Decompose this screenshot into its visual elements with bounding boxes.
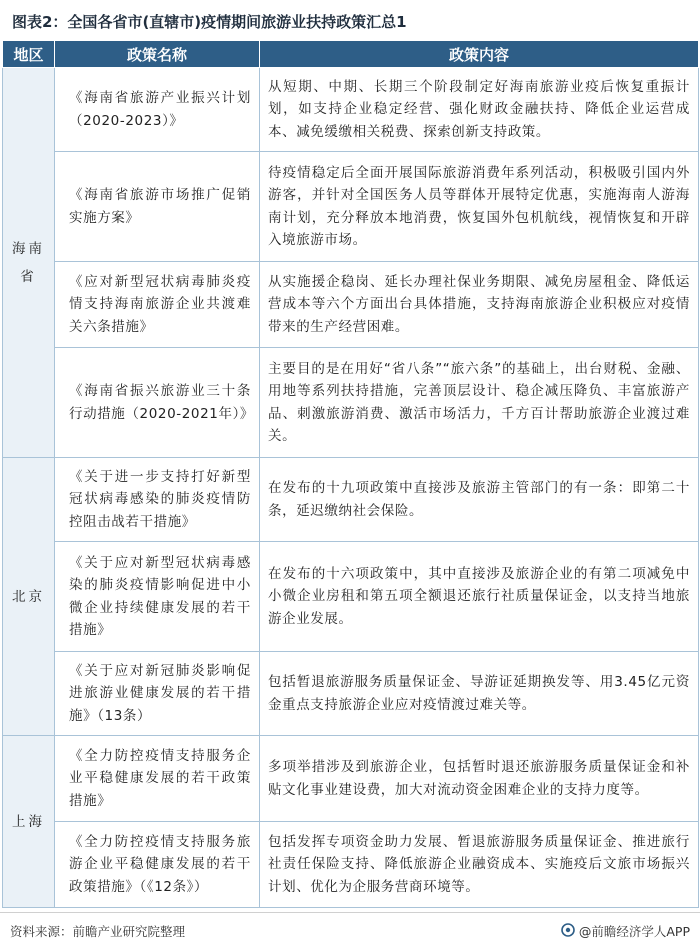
table-row <box>3 542 699 652</box>
table-row <box>3 652 699 736</box>
policy-name-cell: 《关于应对新冠肺炎影响促进旅游业健康发展的若干措施》（13条） <box>55 652 260 736</box>
policy-name-cell: 《全力防控疫情支持服务企业平稳健康发展的若干政策措施》 <box>55 736 260 822</box>
policy-content-cell: 从实施援企稳岗、延长办理社保业务期限、减免房屋租金、降低运营成本等六个方面出台具体措施，支持海南旅游企业积极应对疫情带来的生产经营困难。 <box>260 262 699 348</box>
policy-table <box>2 40 699 908</box>
table-row <box>3 262 699 348</box>
source-note: 资料来源：前瞻产业研究院整理 <box>10 924 186 939</box>
footer <box>0 912 700 945</box>
table-header-row <box>3 41 699 68</box>
policy-content-cell: 包括暂退旅游服务质量保证金、导游证延期换发等、用3.45亿元资金重点支持旅游企业应对疫情渡过难关等。 <box>260 652 699 736</box>
header-policy-content: 政策内容 <box>260 41 699 68</box>
policy-content-cell: 待疫情稳定后全面开展国际旅游消费年系列活动，积极吸引国内外游客，并针对全国医务人员等群体开展特定优惠，实施海南人游海南计划，充分释放本地消费，恢复国外包机航线，视情恢复和开辟入境旅游市场。 <box>260 152 699 262</box>
policy-content-cell: 从短期、中期、长期三个阶段制定好海南旅游业疫后恢复重振计划，如支持企业稳定经营、强化财政金融扶持、降低企业运营成本、减免缓缴相关税费、探索创新支持政策。 <box>260 68 699 152</box>
table-row <box>3 152 699 262</box>
brand-label: @前瞻经济学人APP <box>578 924 690 939</box>
table-row <box>3 822 699 908</box>
policy-content-cell: 包括发挥专项资金助力发展、暂退旅游服务质量保证金、推进旅行社责任保险支持、降低旅游企业融资成本、实施疫后文旅市场振兴计划、优化为企服务营商环境等。 <box>260 822 699 908</box>
region-cell: 海南省 <box>3 68 55 458</box>
policy-name-cell: 《全力防控疫情支持服务旅游企业平稳健康发展的若干政策措施》（《12条》） <box>55 822 260 908</box>
header-region: 地区 <box>3 41 55 68</box>
policy-name-cell: 《海南省旅游市场推广促销实施方案》 <box>55 152 260 262</box>
brand-credit <box>561 922 690 940</box>
region-cell: 北京 <box>3 458 55 736</box>
policy-content-cell: 在发布的十六项政策中，其中直接涉及旅游企业的有第二项减免中小微企业房租和第五项全额退还旅行社质量保证金，以支持当地旅游企业发展。 <box>260 542 699 652</box>
policy-name-cell: 《海南省振兴旅游业三十条行动措施（2020-2021年）》 <box>55 348 260 458</box>
chart-title: 图表2：全国各省市(直辖市)疫情期间旅游业扶持政策汇总1 <box>12 13 407 31</box>
table-row <box>3 68 699 152</box>
policy-name-cell: 《关于进一步支持打好新型冠状病毒感染的肺炎疫情防控阻击战若干措施》 <box>55 458 260 542</box>
brand-logo-icon <box>561 923 575 940</box>
table-row <box>3 348 699 458</box>
header-policy-name: 政策名称 <box>55 41 260 68</box>
policy-name-cell: 《关于应对新型冠状病毒感染的肺炎疫情影响促进中小微企业持续健康发展的若干措施》 <box>55 542 260 652</box>
policy-content-cell: 多项举措涉及到旅游企业，包括暂时退还旅游服务质量保证金和补贴文化事业建设费，加大对流动资金困难企业的支持力度等。 <box>260 736 699 822</box>
policy-name-cell: 《应对新型冠状病毒肺炎疫情支持海南旅游企业共渡难关六条措施》 <box>55 262 260 348</box>
table-row <box>3 458 699 542</box>
policy-content-cell: 主要目的是在用好“省八条”“旅六条”的基础上，出台财税、金融、用地等系列扶持措施，完善顶层设计、稳企减压降负、丰富旅游产品、刺激旅游消费、激活市场活力，千方百计帮助旅游企业渡过难关。 <box>260 348 699 458</box>
policy-name-cell: 《海南省旅游产业振兴计划（2020-2023）》 <box>55 68 260 152</box>
policy-content-cell: 在发布的十九项政策中直接涉及旅游主管部门的有一条：即第二十条，延迟缴纳社会保险。 <box>260 458 699 542</box>
region-cell: 上海 <box>3 736 55 908</box>
table-row <box>3 736 699 822</box>
